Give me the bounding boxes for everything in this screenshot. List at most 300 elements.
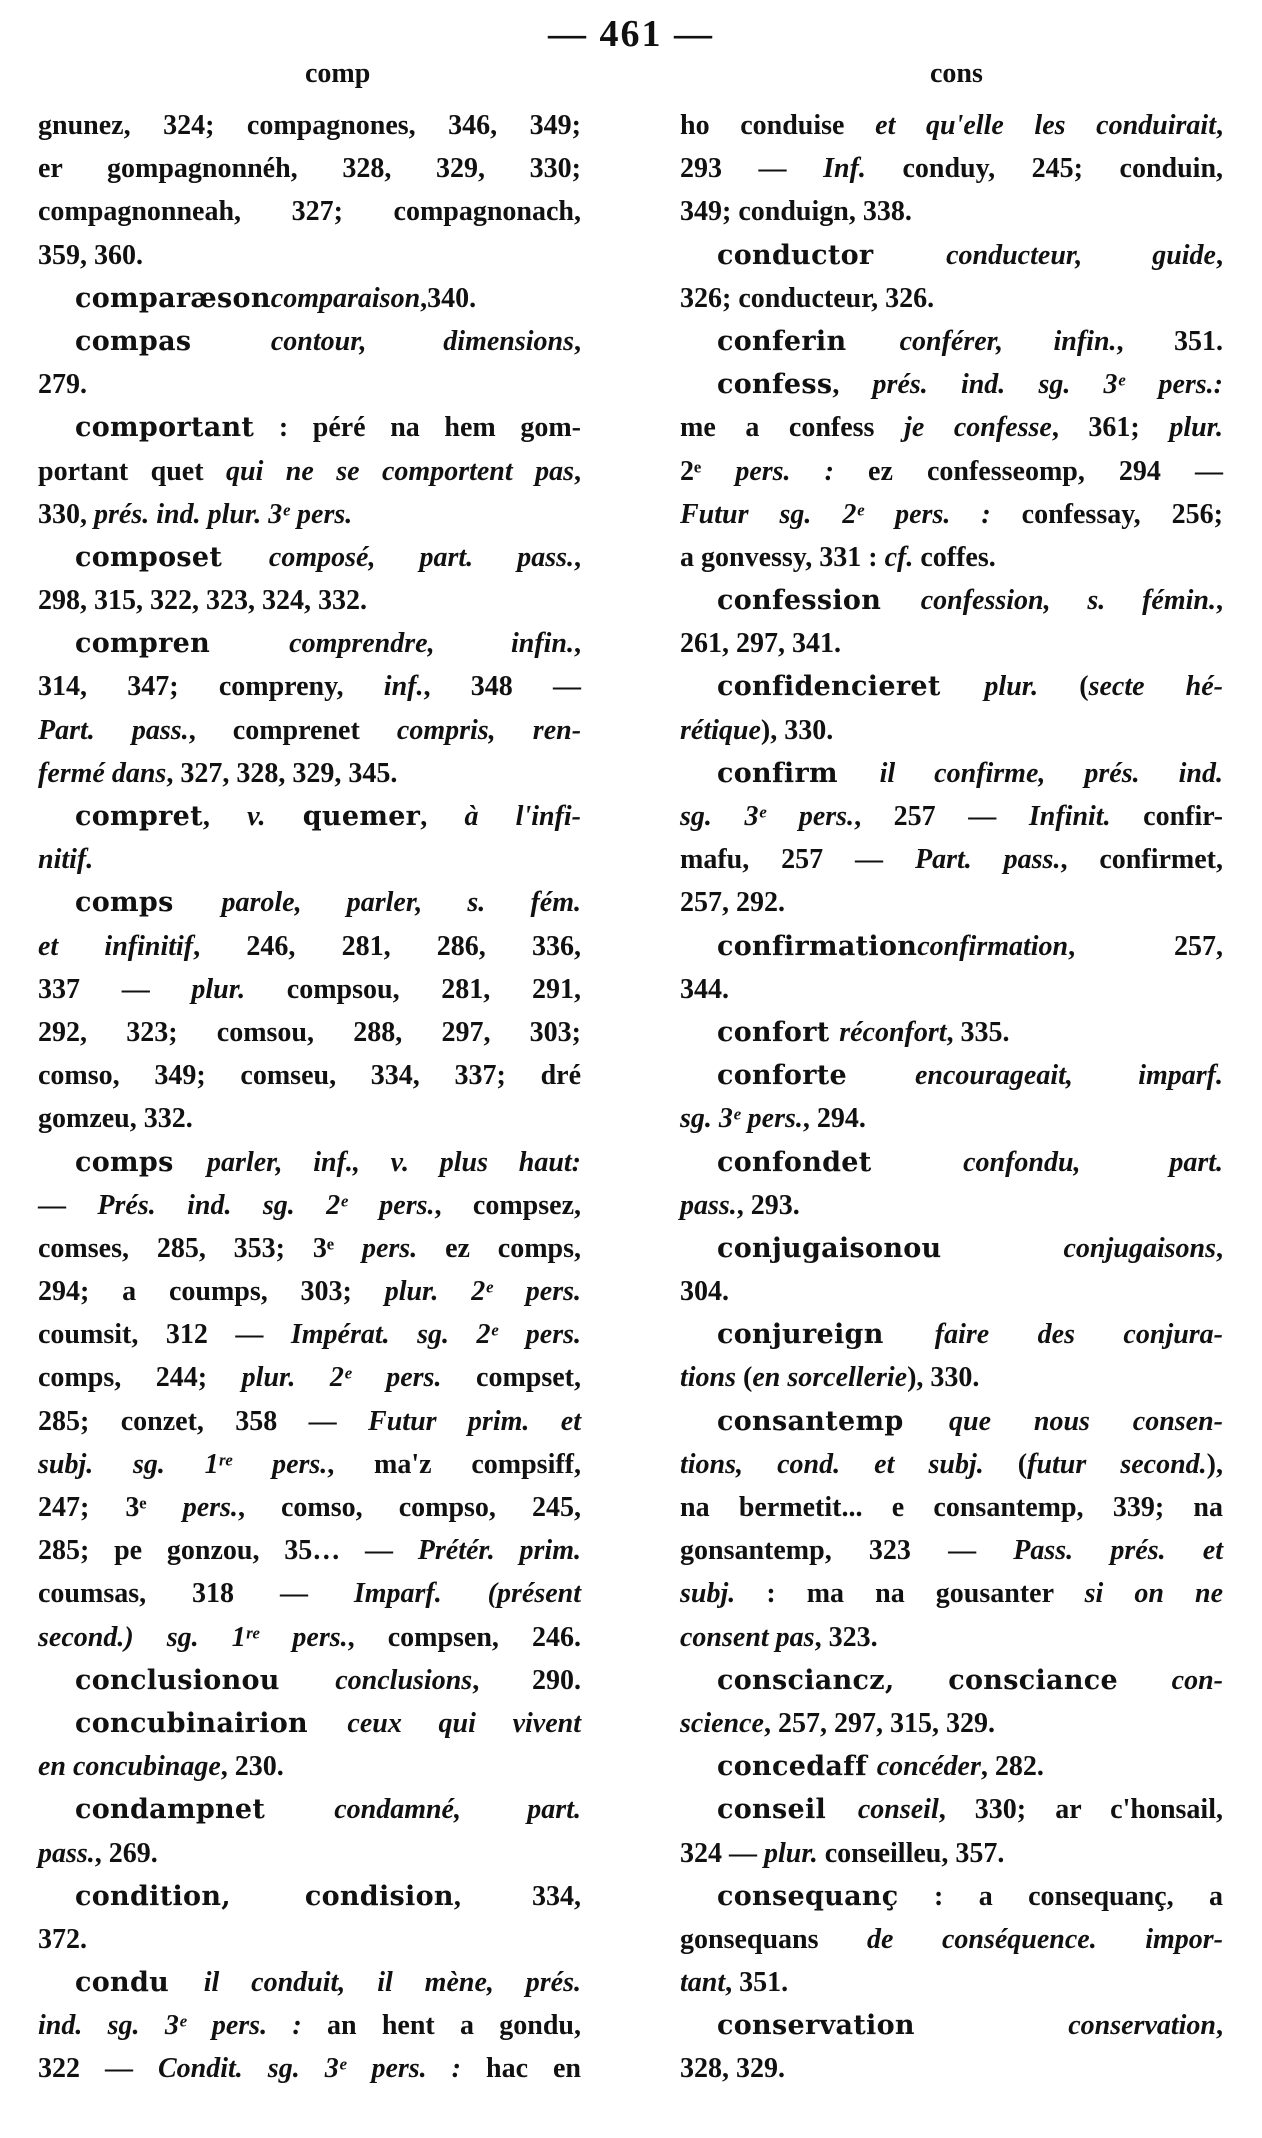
italic-gloss: il confirme, prés. ind. xyxy=(879,757,1223,789)
text: conseilleu, 357. xyxy=(817,1837,1005,1869)
headword: consequanç xyxy=(717,1880,899,1912)
headword: confession xyxy=(717,585,921,617)
text: , xyxy=(574,628,581,660)
text: ), 330. xyxy=(907,1362,980,1394)
headword: condition, condision xyxy=(75,1880,454,1912)
text-line xyxy=(680,1659,1223,1702)
text-line xyxy=(38,1356,581,1399)
italic-gloss: réconfort xyxy=(839,1016,947,1048)
italic-gloss: con- xyxy=(1171,1664,1223,1696)
italic-gloss: science xyxy=(680,1707,764,1739)
italic-gloss: plur. 2ᵉ pers. xyxy=(384,1276,581,1308)
text-line xyxy=(38,881,581,924)
left-column xyxy=(38,104,581,2091)
text: 337 — xyxy=(38,973,192,1005)
text-line xyxy=(38,104,581,147)
text-line xyxy=(680,1054,1223,1097)
text: , 361; xyxy=(1051,412,1170,444)
italic-gloss: Inf. xyxy=(823,153,866,185)
italic-gloss: encourageait, imparf. xyxy=(915,1060,1223,1092)
italic-gloss: à l'infi- xyxy=(464,801,582,832)
italic-gloss: contour, dimensions xyxy=(270,325,574,357)
text: er gompagnonnéh, 328, 329, 330; xyxy=(38,153,581,185)
text-line xyxy=(680,1227,1223,1270)
page-number: — 461 — xyxy=(548,13,714,55)
italic-gloss: comprendre, infin. xyxy=(289,628,574,660)
text-line xyxy=(680,450,1223,493)
headword: comps xyxy=(75,887,222,919)
italic-gloss: sg. 3ᵉ pers. xyxy=(680,801,855,832)
text: , 290. xyxy=(472,1664,581,1696)
text-line xyxy=(680,1443,1223,1486)
italic-gloss: pass. xyxy=(680,1189,737,1221)
text: compagnonneah, 327; compagnonach, xyxy=(38,196,581,228)
italic-gloss: composé, part. pass. xyxy=(268,541,574,573)
text-line xyxy=(38,1097,581,1140)
text-line xyxy=(680,2004,1223,2047)
text-line xyxy=(680,1011,1223,1054)
text: , confirmet, xyxy=(1060,844,1223,876)
text-line xyxy=(38,1745,581,1788)
text-line xyxy=(38,709,581,752)
text-line xyxy=(680,536,1223,579)
italic-gloss: Infinit. xyxy=(1028,801,1111,832)
italic-gloss: tions, cond. et subj. xyxy=(680,1448,984,1480)
italic-gloss: secte hé- xyxy=(1088,671,1223,703)
text: mafu, 257 — xyxy=(680,844,915,876)
text-line xyxy=(680,1572,1223,1615)
headword: consantemp xyxy=(717,1405,950,1437)
italic-gloss: subj. sg. 1ʳᵉ pers. xyxy=(38,1448,328,1480)
text-line xyxy=(38,1184,581,1227)
text: portant quet xyxy=(38,455,226,487)
headword: concedaff xyxy=(717,1751,877,1783)
text-line xyxy=(680,795,1223,838)
text: : péré na hem gom- xyxy=(254,412,581,444)
headword: conclusionou xyxy=(75,1664,336,1696)
italic-gloss: tions xyxy=(680,1362,737,1394)
text: ( xyxy=(983,1448,1028,1480)
italic-gloss: confondu, part. xyxy=(963,1146,1223,1178)
italic-gloss: futur second. xyxy=(1027,1448,1207,1480)
italic-gloss: parler, inf., v. plus haut: xyxy=(207,1146,581,1178)
headword: confort xyxy=(717,1016,840,1048)
text-line xyxy=(680,1184,1223,1227)
text: , compsez, xyxy=(434,1189,582,1221)
text-line xyxy=(38,1011,581,1054)
text: 292, 323; comsou, 288, 297, 303; xyxy=(38,1016,581,1048)
text: , 351. xyxy=(1116,325,1223,357)
headword: confirmation xyxy=(717,930,918,962)
italic-gloss: conjugaisons xyxy=(1063,1232,1216,1264)
text-line xyxy=(680,234,1223,277)
text: , 269. xyxy=(94,1837,158,1869)
text-line xyxy=(680,1702,1223,1745)
text: conduy, 245; conduin, xyxy=(865,153,1224,185)
text: 279. xyxy=(38,369,87,401)
text: — xyxy=(38,1189,98,1221)
headword: confondet xyxy=(717,1146,964,1178)
text-line xyxy=(680,1616,1223,1659)
text-line xyxy=(38,665,581,708)
italic-gloss: pers. : xyxy=(735,455,834,487)
italic-gloss: prés. ind. sg. 3ᵉ pers.: xyxy=(872,369,1223,401)
italic-gloss: cf. xyxy=(884,541,914,573)
text: , xyxy=(1216,585,1223,617)
text: coumsas, 318 — xyxy=(38,1578,354,1610)
italic-gloss: ind. sg. 3ᵉ pers. : xyxy=(38,2010,302,2042)
text: gomzeu, 332. xyxy=(38,1103,193,1135)
text-line xyxy=(680,2047,1223,2090)
text-line xyxy=(680,1745,1223,1788)
text: , xyxy=(574,455,581,487)
text: , compsen, 246. xyxy=(347,1621,581,1653)
headword: conservation xyxy=(717,2010,1069,2042)
text: comso, 349; comseu, 334, 337; dré xyxy=(38,1060,581,1092)
text: , 257, 297, 315, 329. xyxy=(763,1707,995,1739)
headword: conjugaisonou xyxy=(717,1232,1064,1264)
text-line xyxy=(680,1486,1223,1529)
text-line xyxy=(680,320,1223,363)
text: 285; conzet, 358 — xyxy=(38,1405,369,1437)
text-line xyxy=(680,579,1223,622)
italic-gloss: conseil xyxy=(857,1794,939,1826)
italic-gloss: fermé dans xyxy=(38,757,167,789)
italic-gloss: plur. 2ᵉ pers. xyxy=(241,1362,442,1394)
text-line xyxy=(38,450,581,493)
text-line xyxy=(38,234,581,277)
text-line xyxy=(38,1227,581,1270)
italic-gloss: confession, s. fémin. xyxy=(920,585,1216,617)
text: ez confesseomp, 294 — xyxy=(833,455,1223,487)
text: , xyxy=(1216,2010,1223,2042)
text-line xyxy=(680,1400,1223,1443)
italic-gloss: Prés. ind. sg. 2ᵉ pers. xyxy=(97,1189,435,1221)
text: ho conduise xyxy=(680,110,876,141)
text: , xyxy=(832,369,873,401)
text-line xyxy=(38,2004,581,2047)
text-line xyxy=(38,406,581,449)
text-line xyxy=(680,1961,1223,2004)
text-line xyxy=(38,493,581,536)
italic-gloss: que nous consen- xyxy=(949,1405,1223,1437)
text: 324 — xyxy=(680,1837,764,1869)
text: : ma na gousanter xyxy=(735,1578,1085,1610)
text-line xyxy=(680,665,1223,708)
headword: condu xyxy=(75,1967,204,1999)
italic-gloss: subj. xyxy=(680,1578,736,1610)
text: compsou, 281, 291, xyxy=(245,973,582,1005)
text-line xyxy=(38,968,581,1011)
text: , comso, compso, 245, xyxy=(237,1492,581,1523)
italic-gloss: inf. xyxy=(383,671,424,703)
text-line xyxy=(680,881,1223,924)
headword: consciancz, consciance xyxy=(717,1664,1172,1696)
italic-gloss: Part. pass. xyxy=(38,714,189,746)
text: 349; conduign, 338. xyxy=(680,196,912,228)
text: 294; a coumps, 303; xyxy=(38,1276,385,1308)
italic-gloss: conducteur, guide xyxy=(946,239,1216,271)
italic-gloss: pers. xyxy=(182,1492,238,1523)
text: comses, 285, 353; 3ᵉ xyxy=(38,1232,362,1264)
text: 257, 292. xyxy=(680,887,785,919)
text: , xyxy=(420,801,465,832)
headword: conferin xyxy=(717,325,900,357)
italic-gloss: Prétér. prim. xyxy=(417,1535,581,1567)
text: ,340. xyxy=(420,282,477,314)
italic-gloss: consent pas xyxy=(680,1621,815,1653)
running-head-right: cons xyxy=(930,58,983,89)
text: 285; pe gonzou, 35… — xyxy=(38,1535,418,1567)
text: ), 330. xyxy=(760,714,834,746)
text-line xyxy=(38,1054,581,1097)
headword: comparæson xyxy=(75,282,271,314)
text-line xyxy=(680,1918,1223,1961)
text: confessay, 256; xyxy=(990,498,1223,530)
italic-gloss: Pass. prés. et xyxy=(1013,1535,1223,1567)
text: , 327, 328, 329, 345. xyxy=(166,757,398,789)
headword: conjureign xyxy=(717,1319,935,1351)
text-line xyxy=(680,1529,1223,1572)
headword: conductor xyxy=(717,239,947,271)
right-column xyxy=(680,104,1223,2091)
text: coumsit, 312 — xyxy=(38,1319,291,1351)
text: , xyxy=(202,801,248,832)
text-line xyxy=(38,1313,581,1356)
text: gonsequans xyxy=(680,1923,868,1955)
text-line xyxy=(680,1832,1223,1875)
text-line xyxy=(38,1659,581,1702)
headword: confidencieret xyxy=(717,671,985,703)
headword: quemer xyxy=(302,801,421,832)
text: ( xyxy=(1038,671,1089,703)
headword: conforte xyxy=(717,1060,915,1092)
text-line xyxy=(38,752,581,795)
text-line xyxy=(38,1443,581,1486)
italic-gloss: pers. xyxy=(361,1232,418,1264)
italic-gloss: Impérat. sg. 2ᵉ pers. xyxy=(290,1319,581,1351)
text: comps, 244; xyxy=(38,1362,242,1394)
text-line xyxy=(38,838,581,881)
text: 328, 329. xyxy=(680,2053,785,2085)
text: 293 — xyxy=(680,153,824,185)
text: 261, 297, 341. xyxy=(680,628,841,660)
text: confir- xyxy=(1110,801,1223,832)
text: 304. xyxy=(680,1276,729,1308)
italic-gloss: concéder xyxy=(876,1751,981,1783)
text-line xyxy=(38,363,581,406)
italic-gloss: prés. ind. plur. 3ᵉ pers. xyxy=(94,498,353,530)
italic-gloss: et qu'elle les conduirait xyxy=(875,110,1216,141)
text-line xyxy=(680,277,1223,320)
text-line xyxy=(38,1529,581,1572)
italic-gloss: second.) sg. 1ʳᵉ pers. xyxy=(38,1621,348,1653)
italic-gloss: Imparf. (présent xyxy=(353,1578,581,1610)
text: , xyxy=(574,541,581,573)
italic-gloss: plur. xyxy=(1169,412,1224,444)
text-line xyxy=(38,277,581,320)
italic-gloss: comparaison xyxy=(270,282,421,314)
running-head-left: comp xyxy=(305,58,371,89)
text-line xyxy=(38,536,581,579)
italic-gloss: il conduit, il mène, prés. xyxy=(203,1967,581,1999)
text-line xyxy=(38,1875,581,1918)
text-line xyxy=(38,147,581,190)
text: , 282. xyxy=(980,1751,1044,1783)
text: , 294. xyxy=(802,1103,866,1135)
italic-gloss: pass. xyxy=(38,1837,95,1869)
headword: conseil xyxy=(717,1794,858,1826)
italic-gloss: sg. 3ᵉ pers. xyxy=(680,1103,803,1135)
text: 247; 3ᵉ xyxy=(38,1492,183,1523)
text-line xyxy=(680,968,1223,1011)
italic-gloss: je confesse xyxy=(904,412,1052,444)
text: hac en xyxy=(461,2053,581,2085)
italic-gloss: ceux qui vivent xyxy=(347,1707,581,1739)
italic-gloss: plur. xyxy=(191,973,246,1005)
text-line xyxy=(38,1832,581,1875)
text-line xyxy=(38,622,581,665)
text-line xyxy=(680,1097,1223,1140)
text-line xyxy=(38,190,581,233)
text: 344. xyxy=(680,973,729,1005)
italic-gloss: de conséquence. impor- xyxy=(867,1923,1223,1955)
text: 330, xyxy=(38,498,94,530)
headword: comportant xyxy=(75,412,255,444)
text: , comprenet xyxy=(188,714,397,746)
headword: comps xyxy=(75,1146,208,1178)
italic-gloss: conférer, infin. xyxy=(899,325,1117,357)
text: 314, 347; compreny, xyxy=(38,671,384,703)
italic-gloss: et infinitif xyxy=(38,930,194,962)
text-line xyxy=(680,1875,1223,1918)
text: , 293. xyxy=(736,1189,800,1221)
text-line xyxy=(38,1400,581,1443)
text-line xyxy=(680,190,1223,233)
italic-gloss: confirmation xyxy=(917,930,1069,962)
text-line xyxy=(680,1313,1223,1356)
text: coffes. xyxy=(913,541,996,573)
italic-gloss: nitif. xyxy=(38,844,94,876)
text: 372. xyxy=(38,1923,87,1955)
text: 326; conducteur, 326. xyxy=(680,282,935,314)
headword: concubinairion xyxy=(75,1707,348,1739)
text: , xyxy=(1216,1232,1223,1264)
italic-gloss: plur. xyxy=(764,1837,818,1869)
text: , 323. xyxy=(814,1621,878,1653)
text-line xyxy=(38,2047,581,2090)
text-line xyxy=(38,1702,581,1745)
text: 298, 315, 322, 323, 324, 332. xyxy=(38,585,367,617)
italic-gloss: Condit. sg. 3ᵉ pers. : xyxy=(158,2053,461,2085)
italic-gloss: plur. xyxy=(984,671,1039,703)
headword: composet xyxy=(75,541,269,573)
text: , xyxy=(1216,239,1223,271)
text: , 330; ar c'honsail, xyxy=(938,1794,1223,1826)
text-line xyxy=(38,1572,581,1615)
text: , 257, xyxy=(1068,930,1223,962)
text-line xyxy=(680,838,1223,881)
text-line xyxy=(38,1486,581,1529)
text: , xyxy=(574,325,581,357)
text-line xyxy=(38,1961,581,2004)
text: , xyxy=(1216,110,1223,141)
text-line xyxy=(680,1270,1223,1313)
text-line xyxy=(38,795,581,838)
text: ), xyxy=(1206,1448,1223,1480)
text-line xyxy=(680,493,1223,536)
text-line xyxy=(680,709,1223,752)
text: , ma'z compsiff, xyxy=(327,1448,582,1480)
italic-gloss: Part. pass. xyxy=(914,844,1061,876)
italic-gloss: Futur sg. 2ᵉ pers. : xyxy=(680,498,991,530)
italic-gloss: qui ne se comportent pas xyxy=(226,455,574,487)
text: compset, xyxy=(441,1362,581,1394)
text: : a consequanç, a xyxy=(898,1880,1223,1912)
text: a gonvessy, 331 : xyxy=(680,541,885,573)
italic-gloss: faire des conjura- xyxy=(934,1319,1223,1351)
italic-gloss: condamné, part. xyxy=(334,1794,581,1826)
text-line xyxy=(38,1616,581,1659)
text-line xyxy=(680,147,1223,190)
text: na bermetit... e consantemp, 339; na xyxy=(680,1492,1223,1523)
italic-gloss: en sorcellerie xyxy=(752,1362,908,1394)
text: 322 — xyxy=(38,2053,158,2085)
text-line xyxy=(680,1788,1223,1831)
text-line xyxy=(38,1270,581,1313)
text: 359, 360. xyxy=(38,239,143,271)
italic-gloss: rétique xyxy=(680,714,761,746)
text-line xyxy=(680,622,1223,665)
headword: condampnet xyxy=(75,1794,335,1826)
text: , 334, xyxy=(453,1880,581,1912)
text-line xyxy=(680,1141,1223,1184)
text-line xyxy=(38,925,581,968)
headword: confirm xyxy=(717,757,880,789)
text: an hent a gondu, xyxy=(301,2010,581,2042)
italic-gloss: conservation xyxy=(1068,2010,1216,2042)
headword: compren xyxy=(75,628,290,660)
text: , 246, 281, 286, 336, xyxy=(193,930,581,962)
text-line xyxy=(680,104,1223,147)
italic-gloss: tant xyxy=(680,1967,726,1999)
text-line xyxy=(680,925,1223,968)
text: ez comps, xyxy=(417,1232,582,1264)
italic-gloss: parole, parler, s. fém. xyxy=(221,887,581,919)
text: 2ᵉ xyxy=(680,455,736,487)
text-line xyxy=(38,1141,581,1184)
text: me a confess xyxy=(680,412,905,444)
text-line xyxy=(680,406,1223,449)
italic-gloss: compris, ren- xyxy=(396,714,582,746)
text-line xyxy=(38,320,581,363)
text: ( xyxy=(736,1362,753,1394)
text: , 351. xyxy=(725,1967,789,1999)
headword: compret xyxy=(75,801,203,832)
headword: compas xyxy=(75,325,271,357)
text-line xyxy=(38,1918,581,1961)
italic-gloss: si on ne xyxy=(1084,1578,1224,1610)
italic-gloss: conclusions xyxy=(335,1664,473,1696)
text-line xyxy=(38,1788,581,1831)
text: , 335. xyxy=(946,1016,1010,1048)
headword: confess xyxy=(717,369,833,401)
text-line xyxy=(680,752,1223,795)
italic-gloss: Futur prim. et xyxy=(368,1405,581,1437)
text-line xyxy=(38,579,581,622)
text: , 230. xyxy=(220,1751,284,1783)
text: , 257 — xyxy=(854,801,1029,832)
